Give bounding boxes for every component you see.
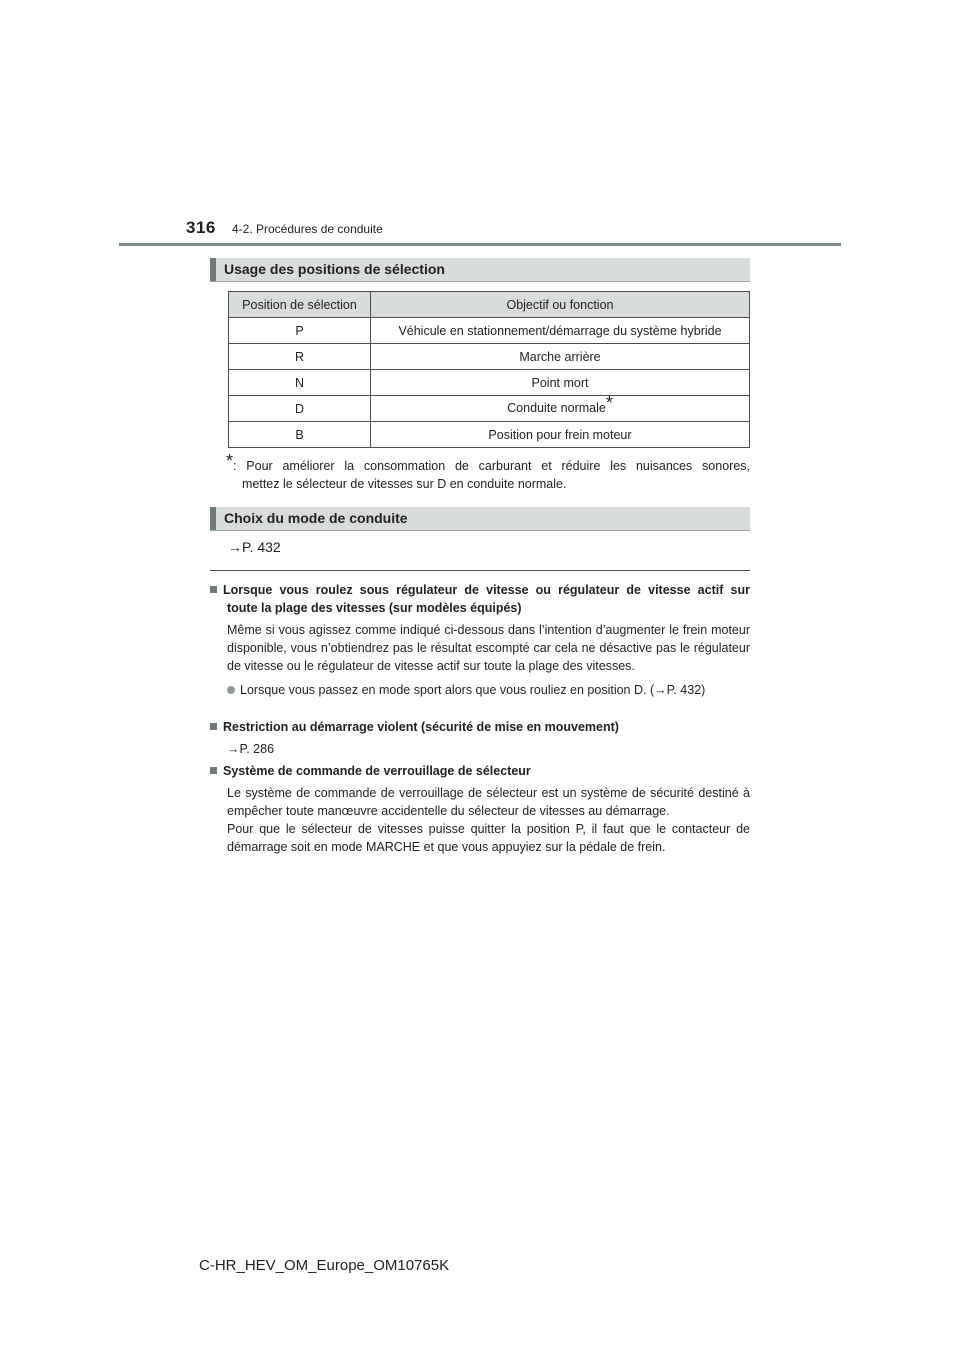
table-cell: Marche arrière	[371, 344, 750, 370]
table-row	[229, 344, 750, 370]
table-cell: N	[229, 370, 371, 396]
table-cell: Position pour frein moteur	[371, 422, 750, 448]
selection-positions-table	[228, 291, 750, 448]
table-header-cell: Objectif ou fonction	[371, 292, 750, 318]
table-row	[229, 396, 750, 422]
table-cell: Véhicule en stationnement/démarrage du système hybride	[371, 318, 750, 344]
chapter-section-title: 4-2. Procédures de conduite	[232, 222, 383, 236]
section-heading-selection	[210, 258, 750, 282]
note-heading-text-2: toute la plage des vitesses (sur modèles équipés)	[227, 601, 522, 615]
round-bullet-icon	[227, 686, 235, 694]
table-cell: B	[229, 422, 371, 448]
square-bullet-icon	[210, 767, 217, 774]
section-heading-drive-mode	[210, 507, 750, 531]
note-heading-text: Système de commande de verrouillage de sélecteur	[223, 764, 531, 778]
heading-accent-bar	[210, 507, 216, 530]
heading-accent-bar	[210, 258, 216, 281]
table-row	[229, 422, 750, 448]
note-body-2: Pour que le sélecteur de vitesses puisse quitter la position P, il faut que le contacteur de démarrage soit en mode MARCHE et que vous appuyiez sur la pédale de frein.	[227, 822, 750, 854]
table-cell: P	[229, 318, 371, 344]
header-rule	[119, 243, 841, 246]
footnote-asterisk: *	[226, 450, 234, 471]
footnote-text-2: mettez le sélecteur de vitesses sur D en conduite normale.	[242, 477, 567, 491]
page-reference-link[interactable]: →P. 286	[227, 742, 275, 756]
note-heading-text: Restriction au démarrage violent (sécurité de mise en mouvement)	[223, 720, 619, 734]
note-heading	[210, 581, 750, 599]
table-cell: Point mort	[371, 370, 750, 396]
section-heading-text: Usage des positions de sélection	[224, 261, 445, 277]
document-footer: C-HR_HEV_OM_Europe_OM10765K	[199, 1257, 450, 1274]
note-bullet-item	[210, 681, 750, 699]
table-cell: R	[229, 344, 371, 370]
note-body: Même si vous agissez comme indiqué ci-dessous dans l’intention d’augmenter le frein moteur disponible, vous n’obtiendrez pas le résultat escompté car cela ne désactive pas le régulateur de vitesse ou le régulateur de vitesse actif sur toute la plage des vitesses.	[227, 623, 750, 673]
note-heading-text: Lorsque vous roulez sous régulateur de vitesse ou régulateur de vitesse actif sur	[223, 583, 750, 597]
table-header-row	[229, 292, 750, 318]
table-row	[229, 318, 750, 344]
note-heading	[210, 762, 750, 780]
footnote-text-1: : Pour améliorer la consommation de carburant et réduire les nuisances sonores,	[233, 459, 750, 473]
notes-divider	[210, 570, 750, 571]
table-cell: D	[229, 396, 371, 422]
section-heading-text: Choix du mode de conduite	[224, 510, 408, 526]
note-cruise-control	[210, 581, 750, 699]
table-footnote	[226, 450, 750, 493]
note-bullet-text: Lorsque vous passez en mode sport alors que vous rouliez en position D. (→P. 432)	[240, 683, 706, 697]
cell-text: Conduite normale	[507, 401, 606, 416]
note-start-restriction	[210, 718, 750, 758]
note-heading	[210, 718, 750, 736]
note-shift-lock	[210, 762, 750, 856]
page-reference-link[interactable]: →P. 432	[228, 539, 281, 555]
square-bullet-icon	[210, 586, 217, 593]
table-row	[229, 370, 750, 396]
page-number: 316	[186, 218, 216, 237]
footnote-line	[226, 450, 750, 475]
table-header-cell: Position de sélection	[229, 292, 371, 318]
table-cell	[371, 393, 750, 422]
note-body: Le système de commande de verrouillage de sélecteur est un système de sécurité destiné à empêcher toute manœuvre accidentelle du sélecteur de vitesses au démarrage.	[227, 786, 750, 818]
asterisk-mark: *	[605, 393, 613, 414]
square-bullet-icon	[210, 723, 217, 730]
